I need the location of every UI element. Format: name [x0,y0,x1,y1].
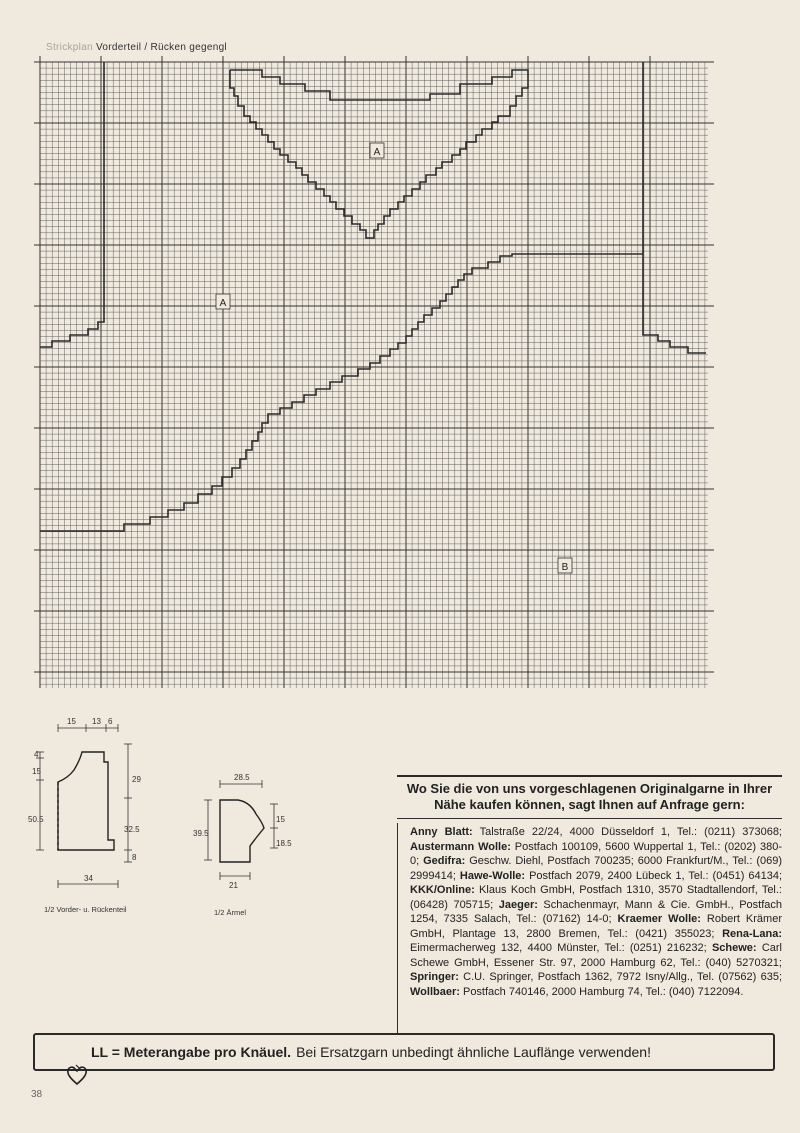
body-dim-right-29: 29 [132,775,141,784]
chart-title-faded: Strickplan [46,42,93,53]
yarn-supplier-name: Hawe-Wolle: [459,869,526,882]
yarn-supplier-name: Schewe: [711,942,757,954]
body-dim-bottom: 34 [84,874,93,883]
page-number: 38 [31,1089,43,1100]
body-dim-right-325: 32.5 [124,825,140,834]
yarn-supplier-name: KKK/Online: [410,884,475,896]
label-b: B [561,562,569,573]
yarn-suppliers-box [397,775,782,1035]
yarn-supplier-address: Talstraße 22/24, 4000 Düsseldorf 1, Tel.: (0211) 373068; [472,826,782,838]
yarn-supplier-name: Wollbaer: [410,985,460,998]
ll-note-text: Bei Ersatzgarn unbedingt ähnliche Lauflänge verwenden! [296,1044,651,1060]
label-b-box [558,558,572,573]
yarn-supplier-name: Anny Blatt: [410,826,473,838]
body-caption: 1/2 Vorder- u. Rückenteil [44,905,127,914]
sleeve-dim-right-15: 15 [276,815,285,824]
yarn-supplier-name: Austermann Wolle: [410,840,511,853]
body-dim-left-total: 50.5 [28,815,44,824]
yarn-supplier-name: Kraemer Wolle: [617,913,701,925]
schematic-body [0,700,400,960]
yarn-supplier-address: Postfach 100109, 5600 Wuppertal 1, Tel.: (0202) 380-0; [410,840,782,867]
yarn-supplier-address: Postfach 2079, 2400 Lübeck 1, Tel.: (0451) 64134; [525,869,783,882]
sleeve-dim-right-185: 18.5 [276,839,292,848]
yarn-supplier-address: C.U. Springer, Postfach 1362, 7972 Isny/Allg., Tel. (07562) 635; [458,971,782,983]
yarn-supplier-address: Carl Schewe GmbH, Essener Str. 97, 2000 Hamburg 62, Tel.: (040) 5270321; [410,942,782,969]
yarn-supplier-address: Klaus Koch GmbH, Postfach 1310, 3570 Stadtallendorf, Tel.: (06428) 705715; [410,884,782,911]
yarn-heading: Wo Sie die von uns vorgeschlagenen Originalgarne in Ihrer Nähe kaufen können, sagt Ihnen auf Anfrage gern: [397,777,782,819]
yarn-supplier-address: Eimermacherweg 132, 4400 Münster, Tel.: (0251) 216232; [410,942,712,954]
heart-charm-icon [64,1062,90,1088]
sleeve-caption: 1/2 Ärmel [214,908,247,917]
schematic-svg [0,700,400,960]
ll-note-bold: LL = Meterangabe pro Knäuel. [91,1044,292,1060]
body-dim-right-8: 8 [132,853,137,862]
sleeve-dim-top: 28.5 [234,773,250,782]
label-a-top-box [370,143,384,158]
body-dim-top-1: 15 [67,717,76,726]
sleeve-dim-left: 39.5 [193,829,209,838]
label-a-mid-box [216,294,230,309]
body-dim-top-2: 13 [92,717,101,726]
yarn-supplier-name: Gedifra: [423,855,466,867]
yarn-supplier-name: Springer: [410,971,459,983]
ll-note-bar [33,1033,775,1071]
yarn-supplier-name: Rena-Lana: [722,927,782,940]
body-dim-left-small: 4 [34,750,39,759]
chart-title-text: Vorderteil / Rücken gegengl [96,42,227,53]
yarn-supplier-address: Postfach 740146, 2000 Hamburg 74, Tel.: (040) 7122094. [459,985,744,998]
yarn-supplier-address: Schachenmayr, Mann & Cie. GmbH., Postfach 1254, 7335 Salach, Tel.: (07162) 14-0; [410,898,783,925]
label-a-mid: A [219,298,227,309]
yarn-suppliers-list [397,823,782,1035]
label-a-top: A [373,147,381,158]
yarn-supplier-address: Geschw. Diehl, Postfach 700235; 6000 Frankfurt/M., Tel.: (069) 2999414; [410,855,783,882]
body-dim-left-15: 15 [32,767,41,776]
sleeve-dim-bottom: 21 [229,881,238,890]
body-dim-top-3: 6 [108,717,113,726]
yarn-supplier-address: Robert Krämer GmbH, Plantage 13, 2800 Bremen, Tel.: (0421) 355023; [410,913,782,940]
yarn-supplier-name: Jaeger: [498,898,538,911]
